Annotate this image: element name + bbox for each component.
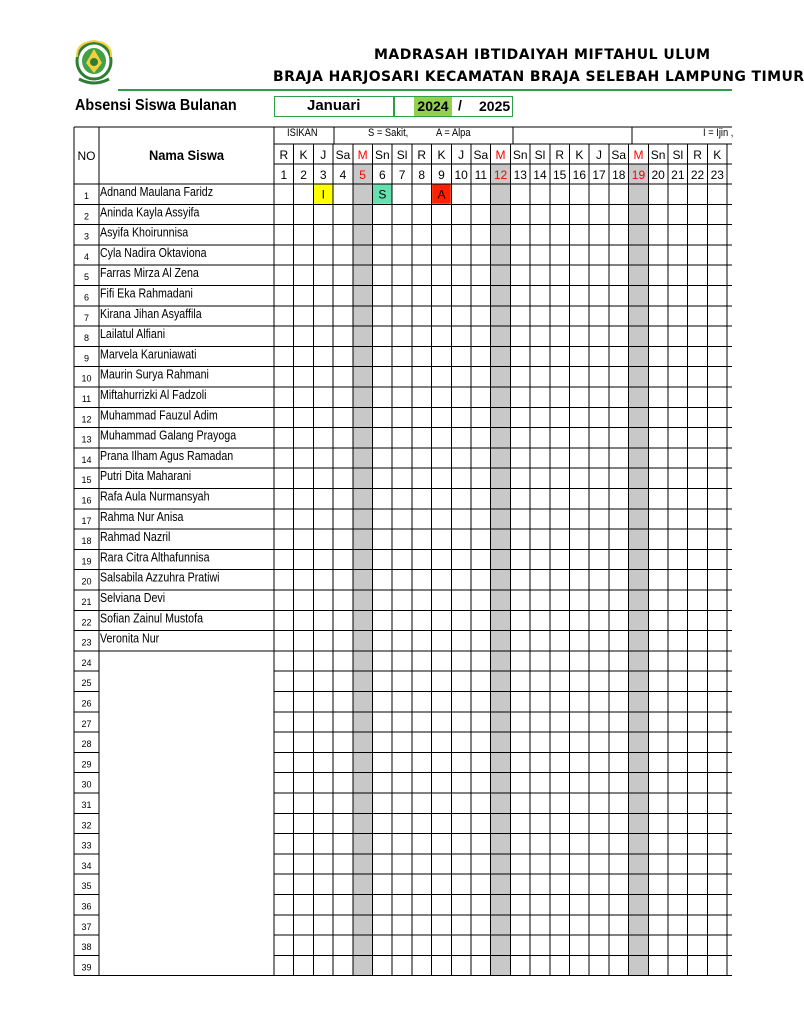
- row-number: 36: [81, 901, 92, 912]
- row-number: 28: [81, 739, 92, 750]
- date-label: 23: [710, 168, 724, 182]
- date-label: 4: [339, 168, 347, 182]
- day-label: R: [555, 148, 564, 162]
- student-name: Adnand Maulana Faridz: [100, 183, 214, 200]
- row-number: 32: [81, 820, 92, 831]
- student-name: Rahma Nur Anisa: [100, 508, 184, 525]
- date-label: 16: [572, 168, 587, 182]
- row-number: 22: [81, 617, 92, 628]
- row-number: 9: [83, 353, 90, 364]
- day-label: Sl: [396, 148, 408, 162]
- row-number: 16: [81, 495, 92, 506]
- attendance-mark-code: S: [378, 187, 387, 202]
- row-number: 35: [81, 881, 92, 892]
- student-name: Lailatul Alfiani: [100, 326, 166, 342]
- student-name: Salsabila Azzuhra Pratiwi: [100, 569, 220, 585]
- student-name: Marvela Karuniawati: [100, 346, 197, 362]
- row-number: 31: [81, 800, 92, 810]
- date-label: 8: [418, 168, 426, 182]
- date-label: 21: [671, 168, 685, 182]
- row-number: 6: [83, 292, 90, 303]
- month-label: Januari: [307, 97, 361, 114]
- row-number: 27: [81, 718, 92, 729]
- day-label: K: [575, 148, 584, 162]
- student-name: Farras Mirza Al Zena: [100, 265, 199, 281]
- legend-isikan: ISIKAN: [287, 127, 318, 139]
- year-separator: /: [458, 97, 462, 113]
- date-label: 11: [474, 168, 488, 182]
- day-label: R: [693, 148, 702, 162]
- attendance-mark-code: A: [437, 187, 446, 202]
- date-label: 5: [359, 168, 366, 182]
- row-number: 38: [81, 942, 92, 953]
- row-number: 3: [83, 231, 90, 242]
- student-name: Sofian Zainul Mustofa: [100, 610, 203, 626]
- day-label: K: [437, 148, 446, 162]
- row-number: 21: [81, 597, 92, 607]
- row-number: 37: [81, 921, 92, 932]
- row-number: 25: [81, 678, 92, 689]
- row-number: 14: [81, 454, 92, 465]
- legend-ijin: I = Ijin ,: [703, 127, 734, 139]
- row-number: 34: [81, 860, 92, 871]
- date-label: 14: [533, 168, 547, 182]
- row-number: 4: [83, 251, 90, 262]
- date-label: 3: [319, 168, 327, 182]
- name-header: Nama Siswa: [148, 147, 225, 164]
- day-label: R: [279, 148, 289, 162]
- legend-sakit: S = Sakit,: [368, 127, 409, 139]
- row-number: 18: [81, 536, 92, 547]
- no-header: NO: [77, 149, 96, 163]
- day-label: Sl: [534, 148, 546, 162]
- day-label: J: [596, 148, 603, 162]
- row-number: 8: [83, 333, 90, 344]
- day-label: Sn: [375, 148, 390, 162]
- student-name: Cyla Nadira Oktaviona: [100, 244, 207, 261]
- date-label: 17: [592, 168, 606, 182]
- student-name: Putri Dita Maharani: [100, 468, 192, 484]
- row-number: 10: [81, 373, 92, 384]
- sheet-title: Absensi Siswa Bulanan: [75, 97, 237, 114]
- day-label: K: [299, 148, 308, 162]
- date-label: 22: [690, 168, 705, 182]
- row-number: 26: [81, 698, 92, 709]
- student-name: Fifi Eka Rahmadani: [100, 285, 193, 301]
- day-label: M: [495, 148, 506, 162]
- date-label: 19: [631, 168, 646, 182]
- date-label: 2: [300, 168, 307, 182]
- student-name: Muhammad Galang Prayoga: [100, 427, 237, 443]
- row-number: 39: [81, 962, 92, 973]
- student-name: Miftahurrizki Al Fadzoli: [100, 386, 207, 403]
- row-number: 2: [83, 211, 90, 222]
- student-name: Rafa Aula Nurmansyah: [100, 488, 210, 504]
- date-label: 13: [513, 168, 527, 182]
- date-label: 15: [552, 168, 567, 182]
- day-label: Sn: [650, 148, 666, 162]
- date-label: 9: [438, 168, 445, 182]
- student-name: Rara Citra Althafunnisa: [100, 549, 210, 565]
- student-name: Selviana Devi: [100, 589, 166, 606]
- row-number: 24: [81, 657, 92, 668]
- date-label: 20: [651, 168, 665, 182]
- day-label: K: [713, 148, 722, 162]
- day-label: Sa: [473, 148, 489, 162]
- day-label: M: [633, 148, 644, 162]
- student-name: Prana Ilham Agus Ramadan: [100, 447, 234, 464]
- day-label: Sa: [611, 148, 627, 162]
- date-label: 10: [454, 168, 468, 182]
- day-label: R: [417, 148, 427, 162]
- row-number: 23: [81, 637, 92, 648]
- student-name: Rahmad Nazril: [100, 529, 171, 545]
- row-number: 12: [81, 414, 92, 425]
- year-next: 2025: [479, 98, 511, 114]
- institution-address: BRAJA HARJOSARI KECAMATAN BRAJA SELEBAH LAMPUNG TIMUR: [273, 69, 804, 85]
- row-number: 20: [81, 576, 92, 587]
- row-number: 15: [81, 475, 92, 486]
- day-label: Sl: [672, 148, 684, 162]
- row-number: 7: [83, 312, 90, 323]
- student-name: Veronita Nur: [100, 630, 160, 646]
- day-label: J: [458, 148, 465, 162]
- row-number: 33: [81, 840, 92, 851]
- day-label: M: [357, 148, 368, 162]
- year-current: 2024: [417, 98, 449, 114]
- student-name: Maurin Surya Rahmani: [100, 366, 209, 382]
- row-number: 17: [81, 515, 92, 526]
- day-label: J: [320, 148, 327, 162]
- legend-alpa: A = Alpa: [436, 127, 471, 139]
- date-label: 18: [612, 168, 626, 182]
- row-number: 30: [81, 779, 92, 790]
- row-number: 5: [83, 272, 90, 283]
- date-label: 12: [493, 168, 508, 182]
- row-number: 11: [81, 394, 92, 404]
- row-number: 29: [81, 759, 92, 770]
- student-name: Kirana Jihan Asyaffila: [100, 305, 202, 322]
- row-number: 19: [81, 556, 92, 567]
- row-number: 1: [83, 191, 90, 201]
- day-label: Sa: [335, 148, 351, 162]
- student-name: Asyifa Khoirunnisa: [100, 224, 189, 240]
- student-name: Muhammad Fauzul Adim: [100, 407, 218, 423]
- attendance-mark-code: I: [321, 187, 325, 202]
- institution-name: MADRASAH IBTIDAIYAH MIFTAHUL ULUM: [374, 47, 711, 63]
- row-number: 13: [81, 434, 92, 445]
- date-label: 6: [379, 168, 386, 182]
- student-name: Aninda Kayla Assyifa: [100, 204, 200, 220]
- date-label: 1: [280, 168, 288, 182]
- day-label: Sn: [512, 148, 528, 162]
- date-label: 7: [398, 168, 406, 182]
